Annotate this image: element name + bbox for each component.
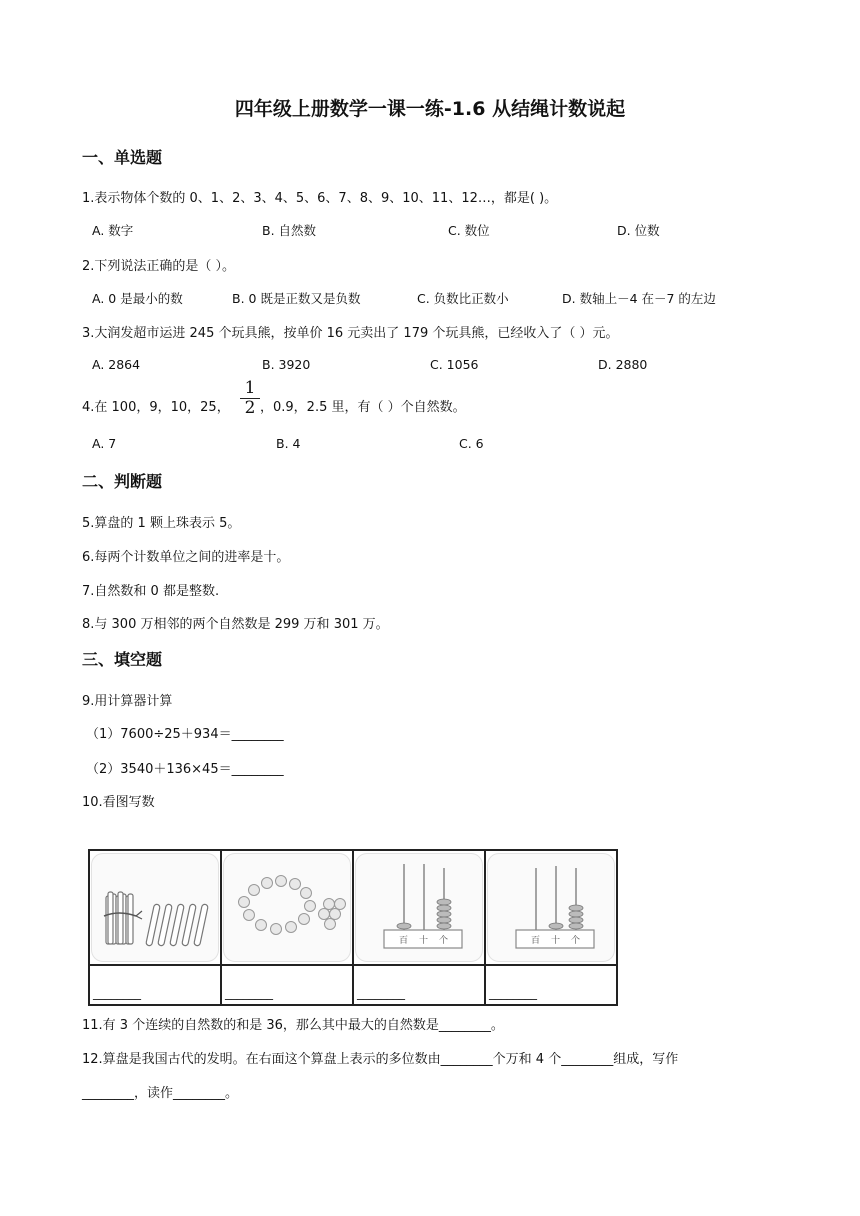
question-10: 10.看图写数 <box>82 795 155 810</box>
question-11: 11.有 3 个连续的自然数的和是 36，那么其中最大的自然数是________。 <box>82 1018 504 1033</box>
question-9-part-2: （2）3540＋136×45＝________ <box>86 762 284 777</box>
picture-cell-beads <box>221 850 353 965</box>
answer-blank-1[interactable]: ________ <box>89 965 221 1005</box>
q3-option-a: A. 2864 <box>92 357 141 372</box>
abacus-2-label-ones: 个 <box>571 936 581 946</box>
abacus-image-1 <box>355 853 483 962</box>
q1-option-a: A. 数字 <box>92 223 134 238</box>
question-7: 7.自然数和 0 都是整数. <box>82 584 220 599</box>
question-9: 9.用计算器计算 <box>82 694 173 709</box>
abacus-1-label-tens: 十 <box>419 936 429 946</box>
question-2: 2.下列说法正确的是（ ）。 <box>82 259 236 274</box>
question-3: 3.大润发超市运进 245 个玩具熊，按单价 16 元卖出了 179 个玩具熊，已经收入了（ ）元。 <box>82 326 619 341</box>
q2-option-b: B. 0 既是正数又是负数 <box>232 291 361 306</box>
fraction-denominator: 2 <box>244 398 256 418</box>
fraction-numerator: 1 <box>240 380 260 399</box>
abacus-2-label-tens: 十 <box>551 936 561 946</box>
fraction-one-half <box>240 380 260 417</box>
question-12-line-1: 12.算盘是我国古代的发明。在右面这个算盘上表示的多位数由________个万和 4 个________组成，写作 <box>82 1052 679 1067</box>
q4-option-a: A. 7 <box>92 436 117 451</box>
section-heading-true-false: 二、判断题 <box>82 472 163 491</box>
q4-option-b: B. 4 <box>276 436 301 451</box>
q3-option-b: B. 3920 <box>262 357 311 372</box>
abacus-2-label-hundreds: 百 <box>531 936 541 946</box>
q3-option-c: C. 1056 <box>430 357 479 372</box>
question-4-part-1: 4.在 100，9，10，25， <box>82 400 230 415</box>
q1-option-c: C. 数位 <box>448 223 490 238</box>
answer-blank-2[interactable]: ________ <box>221 965 353 1005</box>
question-12-line-2: ________，读作________。 <box>82 1086 239 1101</box>
abacus-1-label-hundreds: 百 <box>399 936 409 946</box>
abacus-1-label-ones: 个 <box>439 936 449 946</box>
q4-option-c: C. 6 <box>459 436 484 451</box>
q2-option-a: A. 0 是最小的数 <box>92 291 183 306</box>
q1-option-d: D. 位数 <box>617 223 660 238</box>
question-5: 5.算盘的 1 颗上珠表示 5。 <box>82 516 241 531</box>
picture-cell-sticks <box>89 850 221 965</box>
q3-option-d: D. 2880 <box>598 357 648 372</box>
answer-blank-3[interactable]: ________ <box>353 965 485 1005</box>
q2-option-c: C. 负数比正数小 <box>417 291 509 306</box>
section-heading-fill-in: 三、填空题 <box>82 650 163 669</box>
q2-option-d: D. 数轴上－4 在－7 的左边 <box>562 291 716 306</box>
question-6: 6.每两个计数单位之间的进率是十。 <box>82 550 290 565</box>
question-1: 1.表示物体个数的 0、1、2、3、4、5、6、7、8、9、10、11、12…，都是( )。 <box>82 191 558 206</box>
picture-cell-abacus-1 <box>353 850 485 965</box>
page-title: 四年级上册数学一课一练-1.6 从结绳计数说起 <box>234 98 626 120</box>
picture-table <box>88 849 618 1006</box>
section-heading-single-choice: 一、单选题 <box>82 148 163 167</box>
bundled-sticks-image <box>91 853 219 962</box>
answer-blank-4[interactable]: ________ <box>485 965 617 1005</box>
question-9-part-1: （1）7600÷25＋934＝________ <box>86 727 284 742</box>
q1-option-b: B. 自然数 <box>262 223 317 238</box>
abacus-image-2 <box>487 853 615 962</box>
question-4-part-2: ，0.9，2.5 里，有（ ）个自然数。 <box>260 400 466 415</box>
beads-ring-image <box>223 853 351 962</box>
question-8: 8.与 300 万相邻的两个自然数是 299 万和 301 万。 <box>82 617 389 632</box>
picture-cell-abacus-2 <box>485 850 617 965</box>
